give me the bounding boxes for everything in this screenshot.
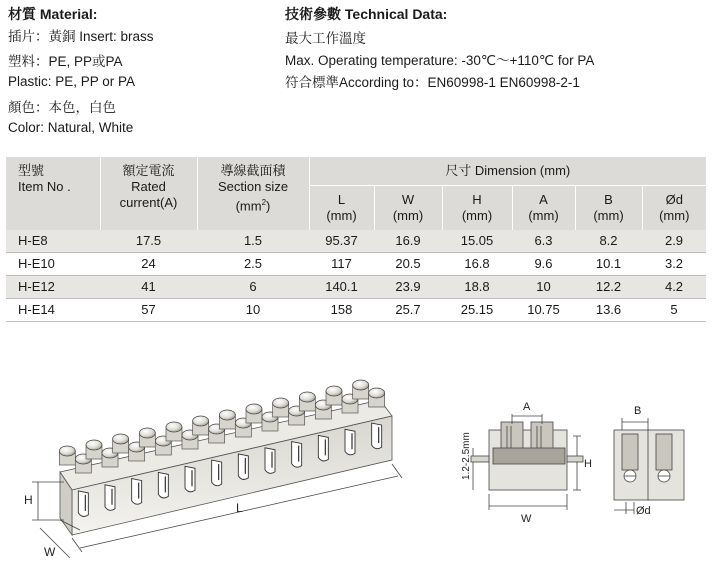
table-row: [6, 230, 706, 253]
cell-section: 2.5: [197, 253, 309, 276]
cell-w: 20.5: [374, 253, 442, 276]
cell-section: 1.5: [197, 230, 309, 253]
spec-table: [6, 157, 706, 322]
header-rated-current: 額定電流 Rated current(A): [100, 157, 197, 230]
screw-cap-top: [299, 392, 315, 402]
cell-h: 18.8: [442, 276, 512, 299]
screw-cap-top: [369, 388, 385, 398]
material-color-cn-line: 顏色：本色，白色: [8, 100, 116, 115]
table-row: [6, 299, 706, 322]
header-dimension: 尺寸 Dimension (mm): [309, 157, 706, 186]
dim-label-w: W: [44, 545, 56, 559]
front-label-strip-length: 1.2-2.5mm: [461, 432, 472, 480]
cell-current: 41: [100, 276, 197, 299]
cell-a: 10: [512, 276, 575, 299]
cell-d: 2.9: [642, 230, 706, 253]
cell-item: H-E10: [6, 253, 100, 276]
terminal-slot: [78, 491, 88, 517]
cell-b: 10.1: [575, 253, 642, 276]
cell-b: 13.6: [575, 299, 642, 322]
technical-temp-en-line: Max. Operating temperature: -30℃～+110℃ for PA: [285, 53, 595, 68]
material-color-en-line: Color: Natural, White: [8, 120, 134, 135]
header-section-size: 導線截面積 Section size $(mm^2)$: [197, 157, 309, 230]
header-item-no: 型號 Item No .: [6, 157, 100, 230]
terminal-slot: [292, 442, 302, 468]
cell-l: 117: [309, 253, 374, 276]
terminal-slot: [318, 435, 328, 461]
dim-label-h: H: [24, 493, 33, 507]
terminal-slot: [185, 466, 195, 492]
cell-w: 16.9: [374, 230, 442, 253]
terminal-slot: [105, 485, 115, 511]
cell-h: 16.8: [442, 253, 512, 276]
header-dim-a: A (mm): [512, 186, 575, 231]
cell-d: 5: [642, 299, 706, 322]
header-dim-h: H (mm): [442, 186, 512, 231]
cell-section: 6: [197, 276, 309, 299]
cell-a: 10.75: [512, 299, 575, 322]
dim-label-l: L: [236, 501, 243, 515]
screw-cap-top: [113, 434, 129, 444]
front-label-h: H: [584, 458, 592, 470]
cell-d: 4.2: [642, 276, 706, 299]
technical-standard-line: 符合標準According to：EN60998-1 EN60998-2-1: [285, 75, 580, 90]
screw-cap-top: [246, 404, 262, 414]
cell-h: 15.05: [442, 230, 512, 253]
screw-cap-top: [273, 398, 289, 408]
technical-temp-cn-line: 最大工作溫度: [285, 31, 366, 46]
screw-cap-top: [86, 440, 102, 450]
header-dim-b: B (mm): [575, 186, 642, 231]
cell-current: 17.5: [100, 230, 197, 253]
terminal-slot: [265, 448, 275, 474]
terminal-slot: [132, 479, 142, 505]
front-label-w: W: [521, 513, 532, 525]
cell-w: 25.7: [374, 299, 442, 322]
side-view: [604, 390, 704, 535]
header-dim-l: L (mm): [309, 186, 374, 231]
cell-item: H-E14: [6, 299, 100, 322]
screw-cap-top: [326, 386, 342, 396]
screw-cap-top: [219, 410, 235, 420]
material-plastic-cn-line: 塑料：PE, PP或PA: [8, 54, 123, 69]
terminal-slot: [158, 472, 168, 498]
cell-b: 8.2: [575, 230, 642, 253]
cell-a: 6.3: [512, 230, 575, 253]
cell-w: 23.9: [374, 276, 442, 299]
table-row: [6, 253, 706, 276]
cell-item: H-E8: [6, 230, 100, 253]
screw-cap-top: [139, 428, 155, 438]
terminal-slot: [238, 454, 248, 480]
screw-cap-top: [193, 416, 209, 426]
cell-l: 95.37: [309, 230, 374, 253]
cell-current: 57: [100, 299, 197, 322]
material-insert-line: 插片：黃銅 Insert: brass: [8, 29, 154, 44]
header-dim-w: W (mm): [374, 186, 442, 231]
material-plastic-en-line: Plastic: PE, PP or PA: [8, 74, 136, 89]
cell-b: 12.2: [575, 276, 642, 299]
cell-section: 10: [197, 299, 309, 322]
cell-current: 24: [100, 253, 197, 276]
technical-heading: 技術參數 Technical Data:: [285, 6, 448, 22]
terminal-strip-drawing: [0, 370, 450, 567]
cell-h: 25.15: [442, 299, 512, 322]
side-label-b: B: [634, 405, 642, 417]
screw-cap-top: [166, 422, 182, 432]
front-section-view: [455, 390, 605, 535]
side-label-d: Ød: [636, 505, 651, 517]
cell-item: H-E12: [6, 276, 100, 299]
cell-d: 3.2: [642, 253, 706, 276]
material-heading: 材質 Material:: [8, 6, 98, 22]
front-label-a: A: [523, 401, 531, 413]
cell-a: 9.6: [512, 253, 575, 276]
cell-l: 158: [309, 299, 374, 322]
terminal-slot: [372, 423, 382, 449]
header-dim-d: Ød (mm): [642, 186, 706, 231]
table-row: [6, 276, 706, 299]
terminal-slot: [212, 460, 222, 486]
screw-cap-top: [353, 380, 369, 390]
terminal-slot: [345, 429, 355, 455]
cell-l: 140.1: [309, 276, 374, 299]
screw-cap-top: [59, 446, 75, 456]
